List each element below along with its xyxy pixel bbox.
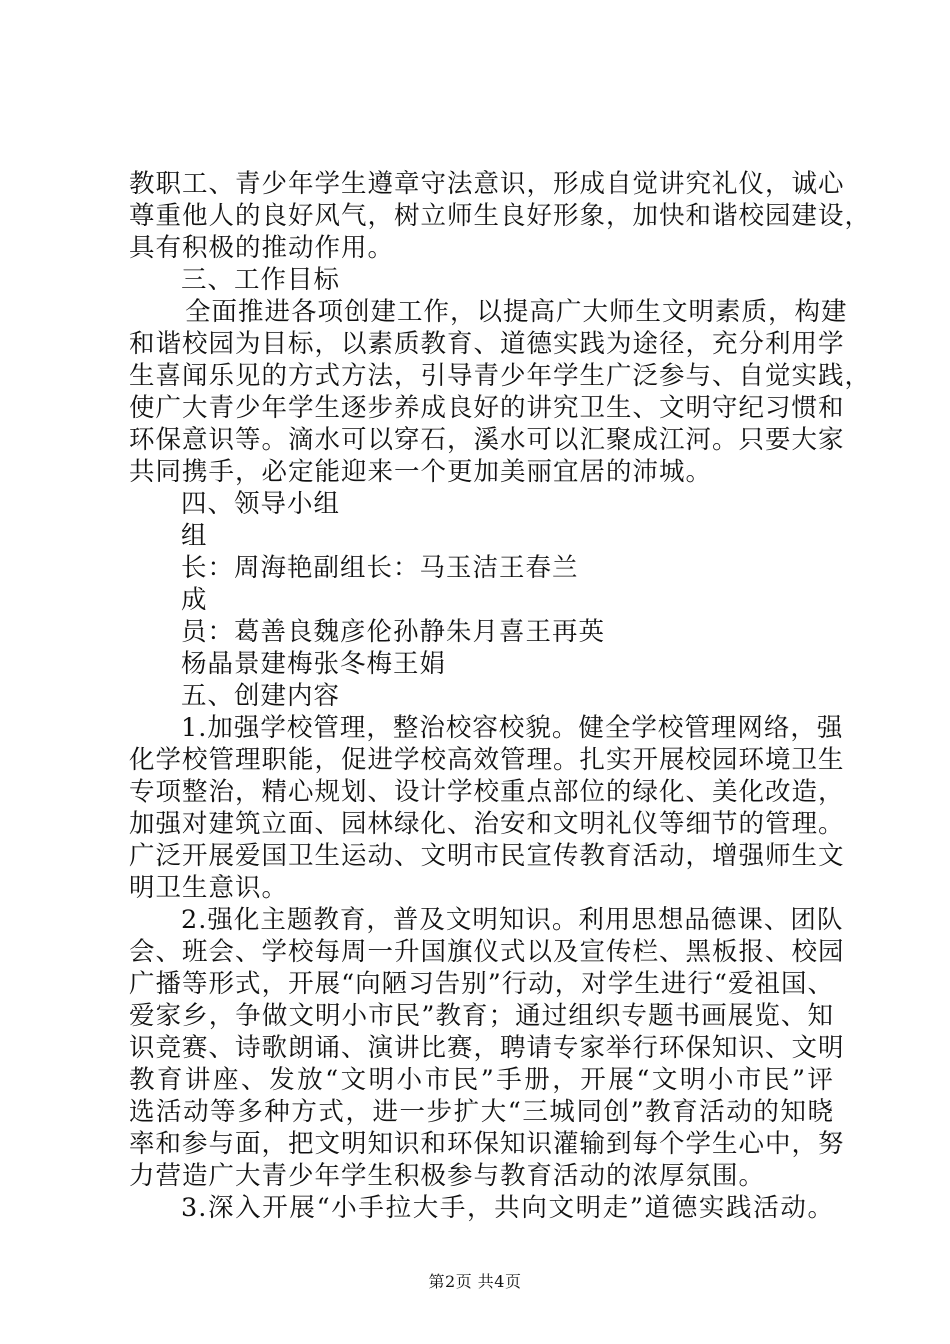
text-line: 爱家乡，争做文明小市民”教育；通过组织专题书画展览、知 — [129, 1001, 834, 1031]
text-line: 使广大青少年学生逐步养成良好的讲究卫生、文明守纪习惯和 — [129, 393, 845, 423]
text-line: 力营造广大青少年学生积极参与教育活动的浓厚氛围。 — [129, 1161, 766, 1191]
text-line: 环保意识等。滴水可以穿石，溪水可以汇聚成江河。只要大家 — [129, 425, 845, 455]
text-line: 化学校管理职能，促进学校高效管理。扎实开展校园环境卫生 — [129, 745, 845, 775]
text-line: 2.强化主题教育，普及文明知识。利用思想品德课、团队 — [181, 905, 844, 935]
text-line: 成 — [181, 585, 208, 615]
text-line: 专项整治，精心规划、设计学校重点部位的绿化、美化改造， — [129, 777, 845, 807]
text-line: 教职工、青少年学生遵章守法意识，形成自觉讲究礼仪，诚心 — [129, 169, 845, 199]
text-line: 四、领导小组 — [181, 489, 341, 519]
text-line: 1.加强学校管理，整治校容校貌。健全学校管理网络，强 — [181, 713, 844, 743]
text-line: 识竞赛、诗歌朗诵、演讲比赛，聘请专家举行环保知识、文明 — [129, 1033, 845, 1063]
text-line: 三、工作目标 — [181, 265, 341, 295]
text-line: 具有积极的推动作用。 — [129, 233, 395, 263]
text-line: 组 — [181, 521, 208, 551]
text-line: 五、创建内容 — [181, 681, 341, 711]
text-line: 广泛开展爱国卫生运动、文明市民宣传教育活动，增强师生文 — [129, 841, 845, 871]
text-line: 长：周海艳副组长：马玉洁王春兰 — [181, 553, 579, 583]
document-body — [129, 168, 872, 1224]
text-line: 会、班会、学校每周一升国旗仪式以及宣传栏、黑板报、校园 — [129, 937, 845, 967]
text-line: 加强对建筑立面、园林绿化、治安和文明礼仪等细节的管理。 — [129, 809, 845, 839]
text-line: 明卫生意识。 — [129, 873, 289, 903]
text-line: 选活动等多种方式，进一步扩大“三城同创”教育活动的知晓 — [129, 1097, 834, 1127]
text-line: 员：葛善良魏彦伦孙静朱月喜王再英 — [181, 617, 606, 647]
text-line: 广播等形式，开展“向陋习告别”行动，对学生进行“爱祖国、 — [129, 969, 834, 999]
text-line: 和谐校园为目标，以素质教育、道德实践为途径，充分利用学 — [129, 329, 845, 359]
text-line: 生喜闻乐见的方式方法，引导青少年学生广泛参与、自觉实践， — [129, 361, 872, 391]
text-line: 全面推进各项创建工作，以提高广大师生文明素质，构建 — [185, 297, 848, 327]
text-line: 共同携手，必定能迎来一个更加美丽宜居的沛城。 — [129, 457, 713, 487]
text-line: 尊重他人的良好风气，树立师生良好形象，加快和谐校园建设， — [129, 201, 872, 231]
page-number-footer: 第2页 共4页 — [428, 1272, 522, 1291]
text-line: 3.深入开展“小手拉大手，共向文明走”道德实践活动。 — [181, 1193, 834, 1223]
text-line: 率和参与面，把文明知识和环保知识灌输到每个学生心中，努 — [129, 1129, 845, 1159]
text-line: 教育讲座、发放“文明小市民”手册，开展“文明小市民”评 — [129, 1065, 834, 1095]
text-line: 杨晶景建梅张冬梅王娟 — [181, 649, 447, 679]
